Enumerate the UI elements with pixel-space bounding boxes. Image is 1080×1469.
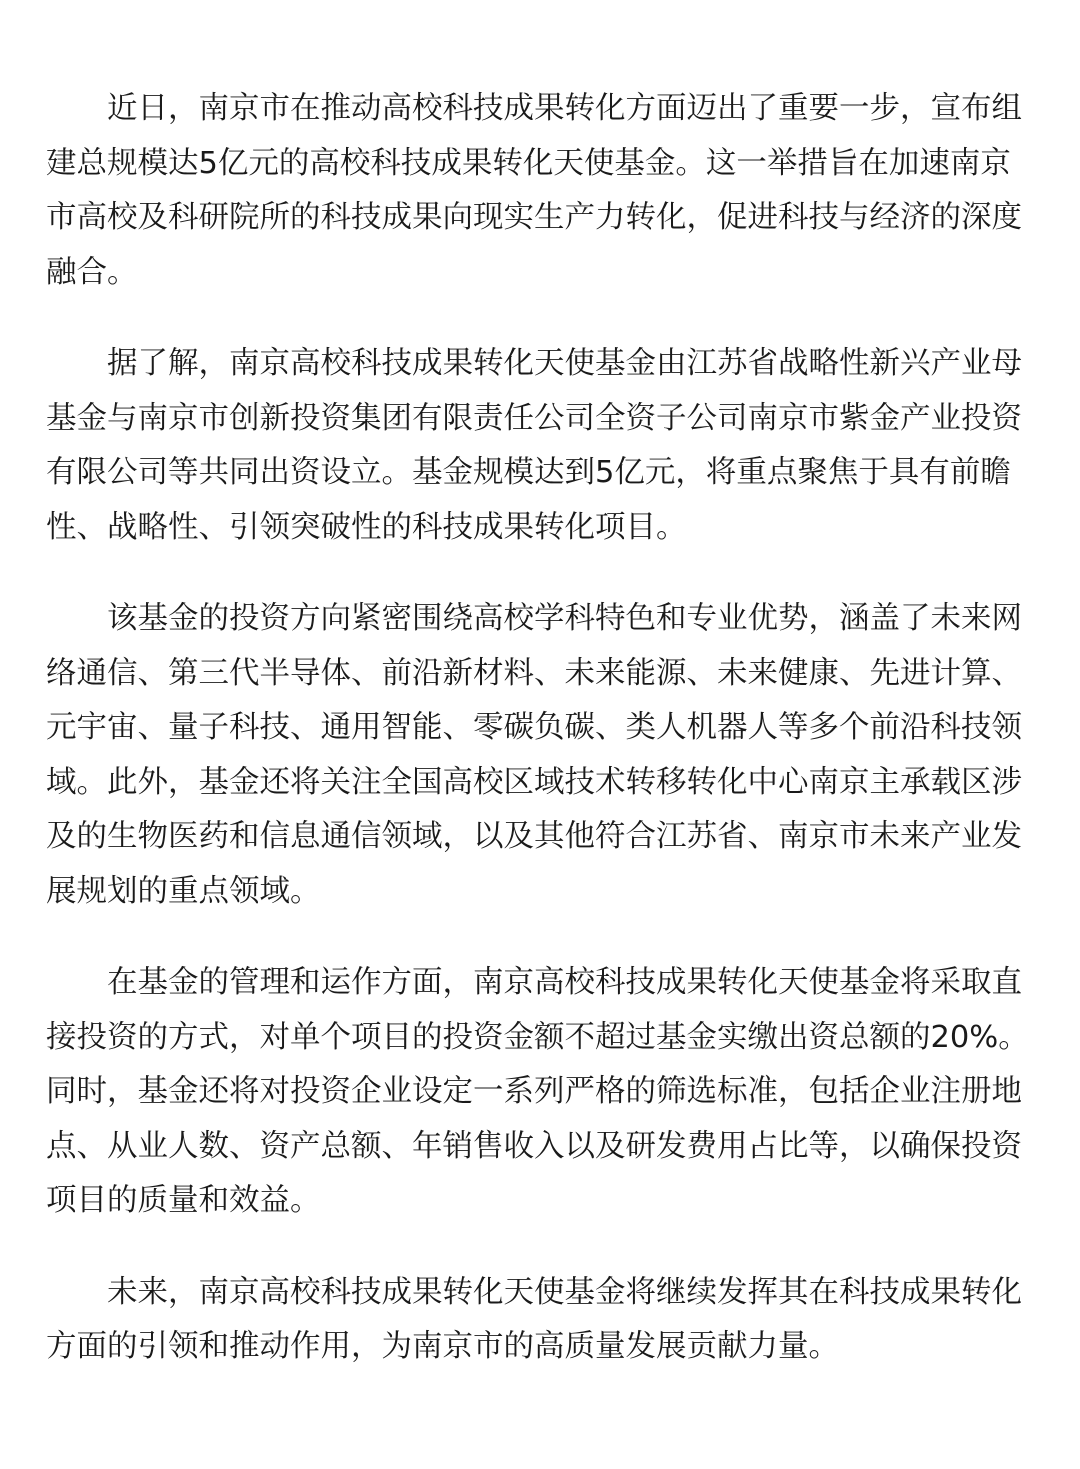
article-body [46,82,1038,1412]
paragraph-management: 在基金的管理和运作方面，南京高校科技成果转化天使基金将采取直接投资的方式，对单个项目的投资金额不超过基金实缴出资总额的20%。同时，基金还将对投资企业设定一系列严格的筛选标准，包括企业注册地点、从业人数、资产总额、年销售收入以及研发费用占比等，以确保投资项目的质量和效益。 [46,965,1029,1218]
paragraph-investment-direction: 该基金的投资方向紧密围绕高校学科特色和专业优势，涵盖了未来网络通信、第三代半导体、前沿新材料、未来能源、未来健康、先进计算、元宇宙、量子科技、通用智能、零碳负碳、类人机器人等多个前沿科技领域。此外，基金还将关注全国高校区域技术转移转化中心南京主承载区涉及的生物医药和信息通信领域，以及其他符合江苏省、南京市未来产业发展规划的重点领域。 [46,601,1022,909]
paragraph-fund-background: 据了解，南京高校科技成果转化天使基金由江苏省战略性新兴产业母基金与南京市创新投资集团有限责任公司全资子公司南京市紫金产业投资有限公司等共同出资设立。基金规模达到5亿元，将重点聚焦于具有前瞻性、战略性、引领突破性的科技成果转化项目。 [46,346,1022,545]
paragraph-outlook: 未来，南京高校科技成果转化天使基金将继续发挥其在科技成果转化方面的引领和推动作用，为南京市的高质量发展贡献力量。 [46,1274,1022,1364]
paragraph-announcement: 近日，南京市在推动高校科技成果转化方面迈出了重要一步，宣布组建总规模达5亿元的高校科技成果转化天使基金。这一举措旨在加速南京市高校及科研院所的科技成果向现实生产力转化，促进科技与经济的深度融合。 [46,91,1022,290]
